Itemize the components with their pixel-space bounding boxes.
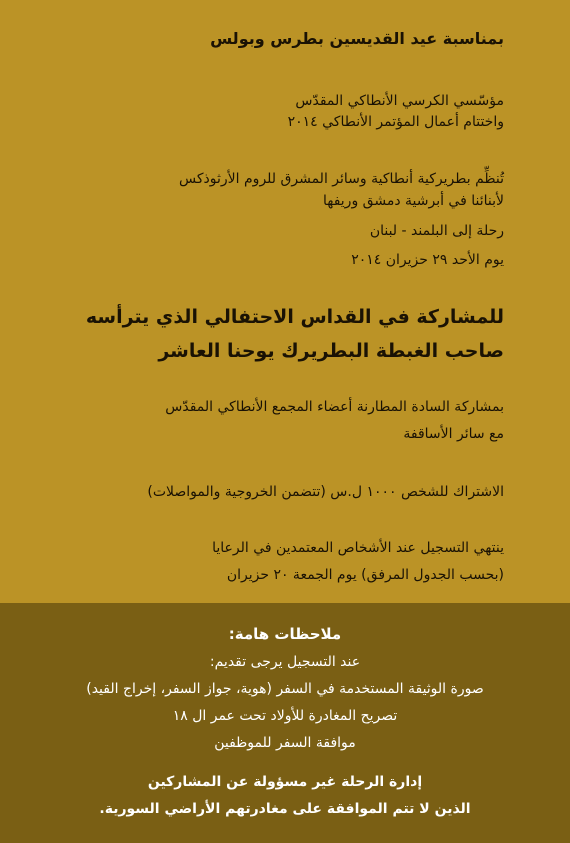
notes-section (0, 603, 570, 843)
organizer-line-2: لأبنائنا في أبرشية دمشق وريفها (322, 193, 504, 209)
registration-line-1: ينتهي التسجيل عند الأشخاص المعتمدين في الرعايا (212, 540, 504, 556)
participation-line-1: بمشاركة السادة المطارنة أعضاء المجمع الأنطاكي المقدّس (165, 399, 504, 415)
notes-item-minors-permit: تصريح المغادرة للأولاد تحت عمر ال ١٨ (172, 708, 398, 724)
trip-date: يوم الأحد ٢٩ حزيران ٢٠١٤ (351, 252, 504, 268)
disclaimer-line-1: إدارة الرحلة غير مسؤولة عن المشاركين (147, 774, 423, 790)
trip-destination: رحلة إلى البلمند - لبنان (369, 223, 504, 239)
fee-line: الاشتراك للشخص ١٠٠٠ ل.س (تتضمن الخروجية والمواصلات) (147, 484, 504, 500)
disclaimer-line-2: الذين لا تتم الموافقة على مغادرتهم الأراضي السورية. (99, 801, 471, 817)
notes-intro: عند التسجيل يرجى تقديم: (209, 654, 361, 670)
foundation-line-2: واختتام أعمال المؤتمر الأنطاكي ٢٠١٤ (287, 114, 504, 130)
notes-item-employee-approval: موافقة السفر للموظفين (214, 735, 356, 751)
liturgy-line-1: للمشاركة في القداس الاحتفالي الذي يترأسه (85, 306, 504, 328)
organizer-line-1: تُنظِّم بطريركية أنطاكية وسائر المشرق للروم الأرثوذكس (179, 171, 504, 187)
liturgy-line-2: صاحب الغبطة البطريرك يوحنا العاشر (158, 340, 504, 362)
foundation-line-1: مؤسّسي الكرسي الأنطاكي المقدّس (295, 93, 504, 109)
participation-line-2: مع سائر الأساقفة (403, 426, 504, 442)
notes-title: ملاحظات هامة: (228, 625, 342, 643)
registration-line-2: (بحسب الجدول المرفق) يوم الجمعة ٢٠ حزيران (226, 567, 504, 583)
occasion-heading: بمناسبة عيد القديسين بطرس وبولس (210, 29, 504, 48)
notes-item-documents: صورة الوثيقة المستخدمة في السفر (هوية، جواز السفر، إخراج القيد) (86, 681, 484, 697)
